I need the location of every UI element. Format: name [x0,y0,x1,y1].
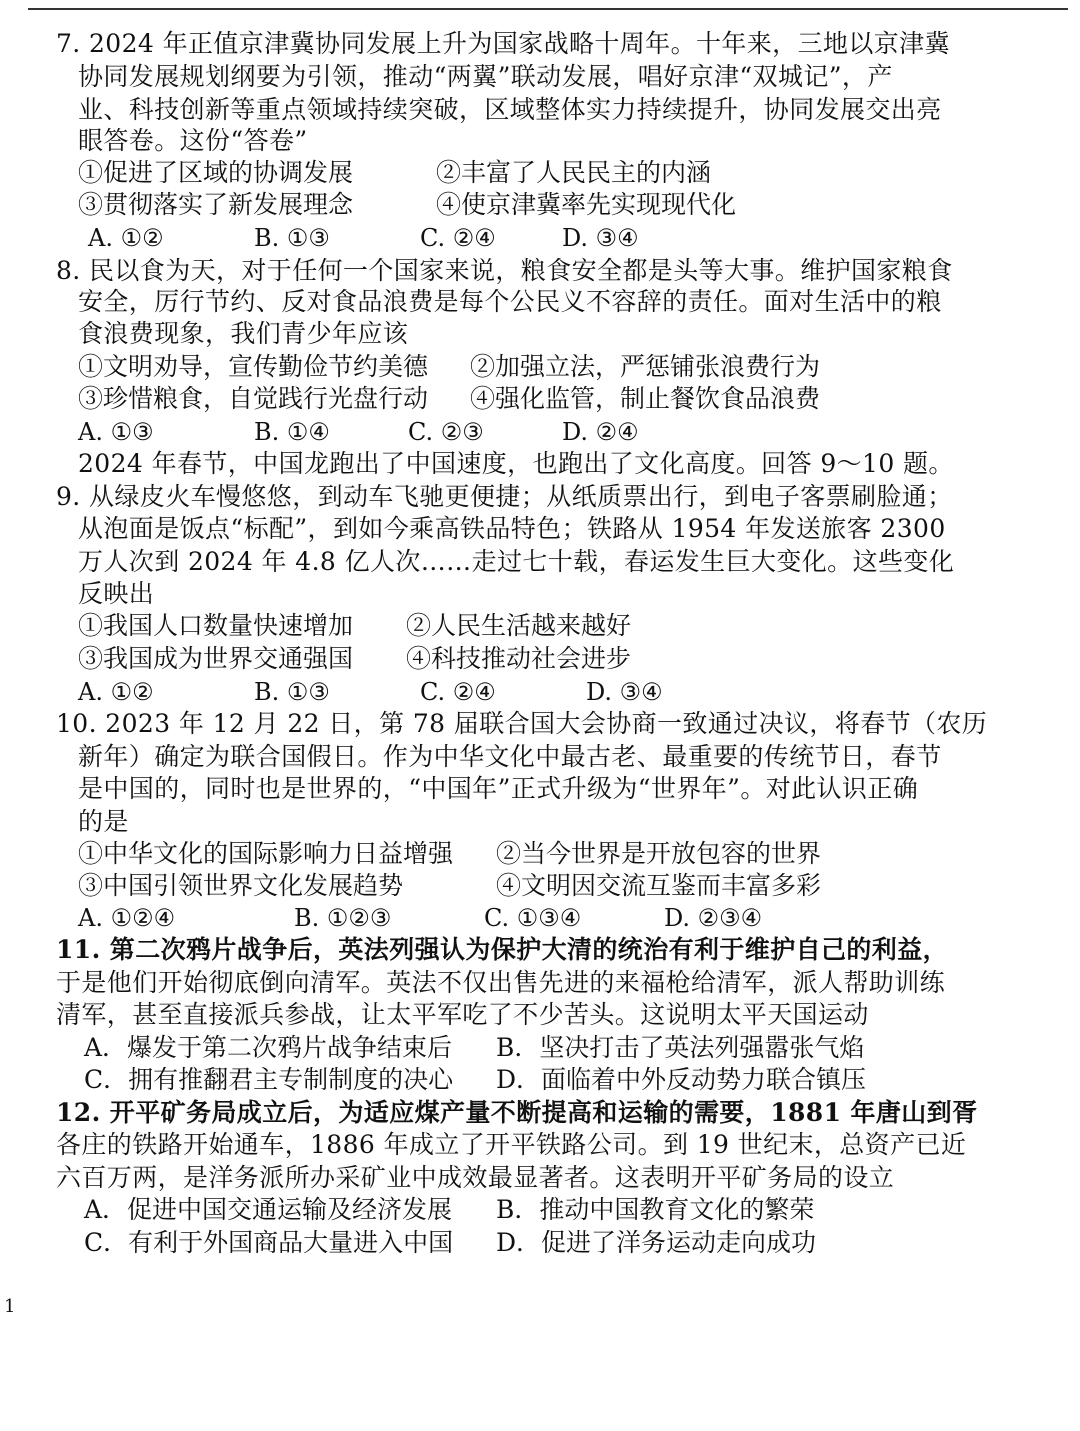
q10-statement-2: ②当今世界是开放包容的世界 [496,839,822,868]
q12-option-c: C．有利于外国商品大量进入中国 [84,1228,454,1257]
q11-stem-line-1: 11. 第二次鸦片战争后，英法列强认为保护大清的统治有利于维护自己的利益， [56,935,949,964]
q12-stem-line-1: 12. 开平矿务局成立后，为适应煤产量不断提高和运输的需要，1881 年唐山到胥 [56,1098,978,1127]
q9-choice-a: A. ①② [78,678,154,706]
q8-statement-3: ③珍惜粮食，自觉践行光盘行动 [78,384,429,413]
q12-stem-line-3: 六百万两，是洋务派所办采矿业中成效最显著者。这表明开平矿务局的设立 [56,1163,895,1192]
q7-stem-line-2: 协同发展规划纲要为引领，推动“两翼”联动发展，唱好京津“双城记”，产 [78,62,893,91]
q8-stem-line-2: 安全，厉行节约、反对食品浪费是每个公民义不容辞的责任。面对生活中的粮 [78,287,942,316]
q8-statement-2: ②加强立法，严惩铺张浪费行为 [470,352,821,381]
q9-stem-line-4: 反映出 [78,579,155,608]
q12-option-b: B．推动中国教育文化的繁荣 [496,1195,815,1224]
q7-statement-1: ①促进了区域的协调发展 [78,158,354,187]
q9-stem-line-3: 万人次到 2024 年 4.8 亿人次……走过七十载，春运发生巨大变化。这些变化 [78,547,955,576]
group-intro-9-10: 2024 年春节，中国龙跑出了中国速度，也跑出了文化高度。回答 9～10 题。 [78,449,954,478]
q7-stem-line-1: 7. 2024 年正值京津冀协同发展上升为国家战略十周年。十年来，三地以京津冀 [56,29,950,58]
q9-statement-2: ②人民生活越来越好 [406,611,632,640]
q11-option-b: B．坚决打击了英法列强嚣张气焰 [496,1033,865,1062]
q7-choice-d: D. ③④ [562,224,639,252]
q11-option-d: D．面临着中外反动势力联合镇压 [496,1065,867,1094]
q10-stem-line-3: 是中国的，同时也是世界的，“中国年”正式升级为“世界年”。对此认识正确 [78,774,919,803]
q8-choice-b: B. ①④ [254,418,330,446]
q10-stem-line-2: 新年）确定为联合国假日。作为中华文化中最古老、最重要的传统节日，春节 [78,742,942,771]
q8-stem-line-3: 食浪费现象，我们青少年应该 [78,319,409,348]
q10-choice-b: B. ①②③ [294,904,392,932]
q7-statement-3: ③贯彻落实了新发展理念 [78,190,354,219]
q9-choice-d: D. ③④ [586,678,663,706]
q11-option-a: A．爆发于第二次鸦片战争结束后 [84,1033,453,1062]
q8-statement-1: ①文明劝导，宣传勤俭节约美德 [78,352,429,381]
q9-statement-1: ①我国人口数量快速增加 [78,611,354,640]
q10-choice-a: A. ①②④ [78,904,176,932]
q9-choice-c: C. ②④ [420,678,496,706]
q10-choice-c: C. ①③④ [484,904,582,932]
q12-option-d: D．促进了洋务运动走向成功 [496,1228,817,1257]
q9-stem-line-2: 从泡面是饭点“标配”，到如今乘高铁品特色；铁路从 1954 年发送旅客 2300 [78,514,946,543]
q10-statement-4: ④文明因交流互鉴而丰富多彩 [496,871,822,900]
q11-option-c: C．拥有推翻君主专制制度的决心 [84,1065,454,1094]
q10-stem-line-1: 10. 2023 年 12 月 22 日，第 78 届联合国大会协商一致通过决议，将春节（农历 [56,709,988,738]
q12-option-a: A．促进中国交通运输及经济发展 [84,1195,453,1224]
q7-stem-line-3: 业、科技创新等重点领域持续突破，区域整体实力持续提升，协同发展交出亮 [78,95,942,124]
q10-stem-line-4: 的是 [78,807,129,836]
page-number: 1 [4,1296,16,1317]
q8-statement-4: ④强化监管，制止餐饮食品浪费 [470,384,821,413]
q8-choice-a: A. ①③ [78,418,154,446]
q12-stem-line-2: 各庄的铁路开始通车，1886 年成立了开平铁路公司。到 19 世纪末，总资产已近 [56,1130,967,1159]
q7-stem-line-4: 眼答卷。这份“答卷” [78,126,308,155]
q7-statement-4: ④使京津冀率先实现现代化 [436,190,737,219]
q7-choice-c: C. ②④ [420,224,496,252]
q7-statement-2: ②丰富了人民民主的内涵 [436,158,712,187]
q11-stem-line-3: 清军，甚至直接派兵参战，让太平军吃了不少苦头。这说明太平天国运动 [56,1000,869,1029]
q11-stem-line-2: 于是他们开始彻底倒向清军。英法不仅出售先进的来福枪给清军，派人帮助训练 [56,968,946,997]
q8-stem-line-1: 8. 民以食为天，对于任何一个国家来说，粮食安全都是头等大事。维护国家粮食 [56,256,953,285]
q10-statement-1: ①中华文化的国际影响力日益增强 [78,839,454,868]
q9-statement-3: ③我国成为世界交通强国 [78,644,354,673]
q10-choice-d: D. ②③④ [664,904,763,932]
q9-choice-b: B. ①③ [254,678,330,706]
q7-choice-b: B. ①③ [254,224,330,252]
q8-choice-d: D. ②④ [562,418,639,446]
q7-choice-a: A. ①② [88,224,164,252]
q9-statement-4: ④科技推动社会进步 [406,644,632,673]
q9-stem-line-1: 9. 从绿皮火车慢悠悠，到动车飞驰更便捷；从纸质票出行，到电子客票刷脸通； [56,482,953,511]
q10-statement-3: ③中国引领世界文化发展趋势 [78,871,404,900]
q8-choice-c: C. ②③ [408,418,484,446]
